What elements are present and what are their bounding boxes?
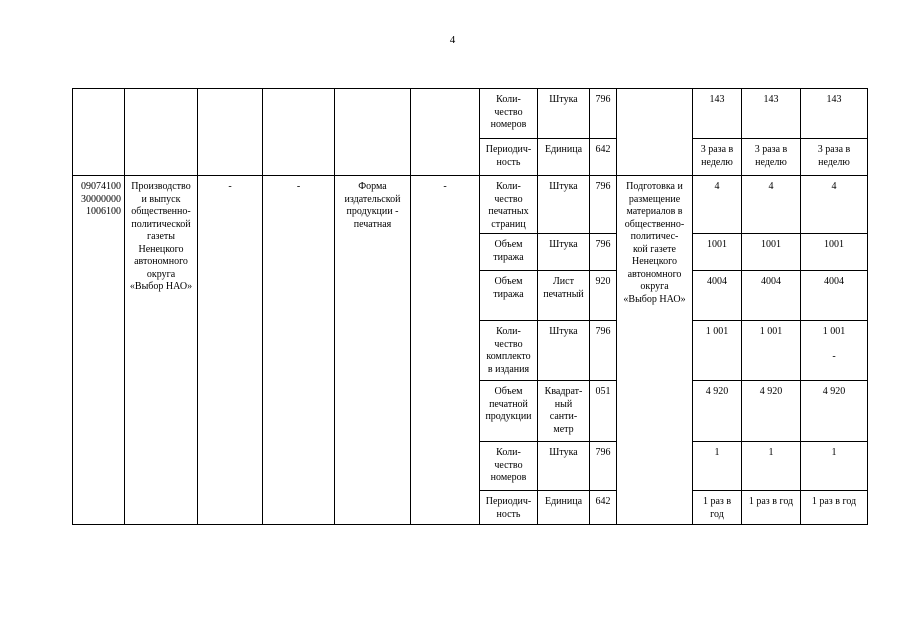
value-year-2: 1 — [742, 442, 801, 491]
unit-name: Единица — [538, 491, 590, 525]
value-year-3: 143 — [801, 89, 868, 139]
empty-cell — [263, 89, 335, 176]
value-year-2: 4 920 — [742, 381, 801, 442]
okei-code: 796 — [590, 234, 617, 271]
value-year-2: 143 — [742, 89, 801, 139]
page-number: 4 — [449, 34, 456, 46]
value-year-1: 1 001 — [693, 321, 742, 381]
publication-form: Форма издательской продукции - печатная — [335, 176, 411, 525]
okei-code: 796 — [590, 321, 617, 381]
indicator-name: Объем тиража — [480, 271, 538, 321]
empty-cell — [125, 89, 198, 176]
value-year-2: 4004 — [742, 271, 801, 321]
value-year-2: 1 раз в год — [742, 491, 801, 525]
table-row — [73, 176, 868, 234]
value-year-2: 1 001 — [742, 321, 801, 381]
okei-code: 796 — [590, 442, 617, 491]
empty-cell — [411, 89, 480, 176]
value-year-3: 4 — [801, 176, 868, 234]
value-year-3: 1001 — [801, 234, 868, 271]
value-year-1: 4 920 — [693, 381, 742, 442]
registry-table — [72, 88, 868, 525]
unit-name: Штука — [538, 321, 590, 381]
service-name: Производство и выпуск общественно- политической газеты Ненецкого автономного округа «Выбор НАО» — [125, 176, 198, 525]
attribute-cell: - — [263, 176, 335, 525]
value-year-2: 4 — [742, 176, 801, 234]
value-year-3: 4004 — [801, 271, 868, 321]
unit-name: Штука — [538, 442, 590, 491]
indicator-name: Объем тиража — [480, 234, 538, 271]
unit-name: Штука — [538, 89, 590, 139]
attribute-cell: - — [411, 176, 480, 525]
attribute-cell: - — [198, 176, 263, 525]
value-year-1: 1 раз в год — [693, 491, 742, 525]
value-year-2: 3 раза в неделю — [742, 139, 801, 176]
okei-code: 642 — [590, 491, 617, 525]
content-description: Подготовка и размещение материалов в общественно- политичес- кой газете Ненецкого автономного округа «Выбор НАО» — [617, 176, 693, 525]
value-year-1: 4004 — [693, 271, 742, 321]
empty-cell — [335, 89, 411, 176]
empty-cell — [73, 89, 125, 176]
okei-code: 796 — [590, 176, 617, 234]
empty-cell — [198, 89, 263, 176]
indicator-name: Коли- чество комплекто в издания — [480, 321, 538, 381]
empty-cell — [617, 89, 693, 176]
okei-code: 051 — [590, 381, 617, 442]
indicator-name: Коли- чество номеров — [480, 442, 538, 491]
okei-code: 920 — [590, 271, 617, 321]
value-year-2: 1001 — [742, 234, 801, 271]
value-year-3: 3 раза в неделю — [801, 139, 868, 176]
unit-name: Лист печатный — [538, 271, 590, 321]
value-year-3: 1 раз в год — [801, 491, 868, 525]
table-row — [73, 89, 868, 139]
indicator-name: Периодич- ность — [480, 139, 538, 176]
value-year-1: 143 — [693, 89, 742, 139]
value-year-3: 1 — [801, 442, 868, 491]
value-year-1: 1001 — [693, 234, 742, 271]
value-year-1: 4 — [693, 176, 742, 234]
unit-name: Единица — [538, 139, 590, 176]
value-year-1: 3 раза в неделю — [693, 139, 742, 176]
unit-name: Штука — [538, 176, 590, 234]
value-year-3: 4 920 — [801, 381, 868, 442]
indicator-name: Объем печатной продукции — [480, 381, 538, 442]
okei-code: 642 — [590, 139, 617, 176]
unit-name: Штука — [538, 234, 590, 271]
indicator-name: Коли- чество номеров — [480, 89, 538, 139]
registry-code: 09074100 30000000 1006100 — [73, 176, 125, 525]
indicator-name: Периодич- ность — [480, 491, 538, 525]
value-year-1: 1 — [693, 442, 742, 491]
okei-code: 796 — [590, 89, 617, 139]
indicator-name: Коли- чество печатных страниц — [480, 176, 538, 234]
value-year-3: 1 001 - — [801, 321, 868, 381]
unit-name: Квадрат- ный санти- метр — [538, 381, 590, 442]
